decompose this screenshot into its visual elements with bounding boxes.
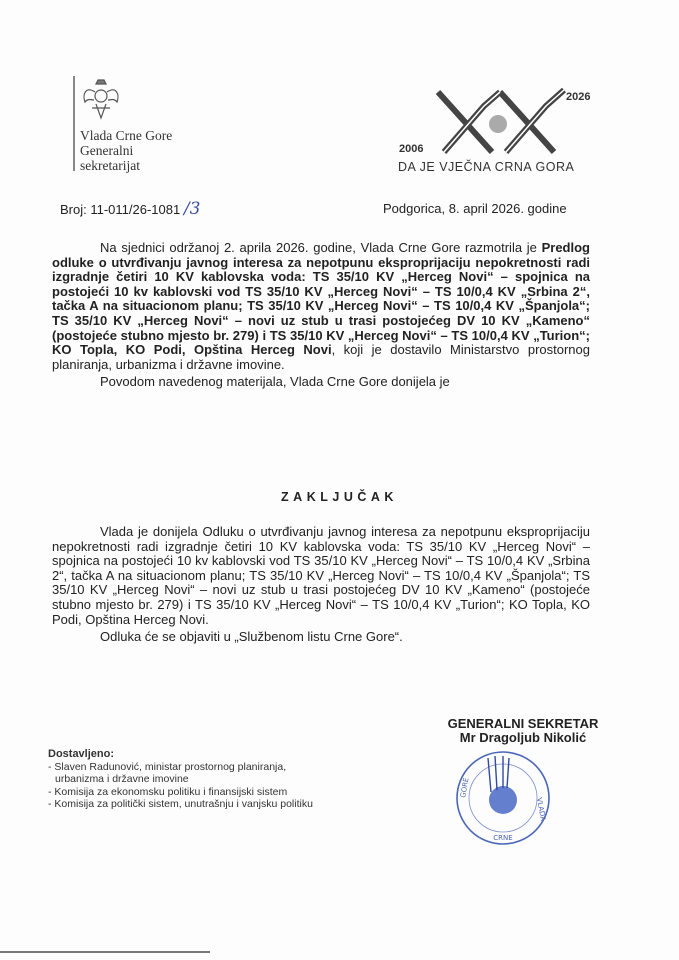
distribution-item: - Komisija za politički sistem, unutrašnju i vanjsku politiku bbox=[48, 798, 313, 811]
place-and-date: Podgorica, 8. april 2026. godine bbox=[383, 201, 567, 216]
svg-text:CRNE: CRNE bbox=[493, 834, 513, 842]
reference-label: Broj: 11-011/26-1081 bbox=[60, 202, 181, 217]
intro-section bbox=[52, 241, 590, 390]
org-line-2: Generalni bbox=[80, 143, 134, 158]
signatory-title: GENERALNI SEKRETAR bbox=[447, 716, 599, 731]
org-line-3: sekretarijat bbox=[80, 158, 140, 173]
conclusion-body: Vlada je donijela Odluku o utvrđivanju javnog interesa za nepotpunu eksproprijaciju nepokretnosti radi izgradnje četiri 10 KV kablovska voda: TS 35/10 KV „Herceg Novi“ – spojnica na postojeći 10 kv kablovski vod TS 35/10 KV „Herceg Novi“ – TS 10/0,4 KV „Srbina 2“, tačka A na situacionom planu; TS 35/10 KV „Herceg Novi“ – TS 10/0,4 KV „Španjola“; TS 35/10 KV „Herceg Novi“ – novi uz stub u trasi postojećeg DV 10 KV „Kameno“ (postojeće stubno mjesto br. 279) i TS 35/10 KV „Herceg Novi“ – TS 10/0,4 KV „Turion“; KO Topla, KO Podi, Opština Herceg Novi. bbox=[52, 524, 590, 627]
distribution-item: - Komisija za ekonomsku politiku i finansijski sistem bbox=[48, 785, 288, 798]
official-stamp-icon bbox=[453, 748, 553, 848]
org-line-1: Vlada Crne Gore bbox=[80, 128, 173, 143]
intro-tail: , koji je dostavilo Ministarstvo prostornog planiranja, urbanizma i državne imovine. bbox=[52, 342, 590, 372]
conclusion-heading: ZAKLJUČAK bbox=[281, 490, 398, 504]
svg-text:GORE: GORE bbox=[459, 777, 471, 799]
jubilee-xx-logo-icon bbox=[430, 88, 570, 156]
jubilee-slogan: DA JE VJEČNA CRNA GORA bbox=[398, 160, 575, 174]
signatory-name: Mr Dragoljub Nikolić bbox=[459, 730, 587, 745]
page-edge-shadow bbox=[0, 951, 210, 953]
letterhead-rule bbox=[73, 76, 75, 171]
intro-followup: Povodom navedenog materijala, Vlada Crne Gore donijela je bbox=[100, 374, 450, 390]
jubilee-year-start: 2006 bbox=[399, 143, 424, 155]
reference-number bbox=[60, 199, 200, 219]
handwritten-suffix: /3 bbox=[183, 199, 201, 219]
distribution-item: - Slaven Radunović, ministar prostornog planiranja, bbox=[48, 760, 287, 773]
montenegro-coat-of-arms-icon bbox=[80, 78, 122, 122]
svg-text:VLADA: VLADA bbox=[535, 796, 548, 822]
distribution-title: Dostavljeno: bbox=[48, 748, 115, 760]
publication-note: Odluka će se objaviti u „Službenom listu Crne Gore“. bbox=[100, 629, 403, 645]
signature-block bbox=[438, 717, 608, 745]
distribution-list bbox=[48, 748, 313, 811]
jubilee-year-end: 2026 bbox=[566, 91, 591, 103]
organization-name bbox=[80, 128, 172, 173]
intro-lead: Na sjednici održanoj 2. aprila 2026. godine, Vlada Crne Gore razmotrila je bbox=[100, 240, 542, 255]
distribution-item-continued: urbanizma i državne imovine bbox=[55, 773, 189, 786]
intro-subject: Predlog odluke o utvrđivanju javnog interesa za nepotpunu eksproprijaciju nepokretnosti radi izgradnje četiri 10 KV kablovska voda: TS 35/10 KV „Herceg Novi“ – spojnica na postojeći 10 kv kablovski vod TS 35/10 KV „Herceg Novi“ – TS 10/0,4 KV „Srbina 2“, tačka A na situacionom planu; TS 35/10 KV „Herceg Novi“ – TS 10/0,4 KV „Španjola“; TS 35/10 KV „Herceg Novi“ – novi uz stub u trasi postojećeg DV 10 KV „Kameno“ (postojeće stubno mjesto br. 279) i TS 35/10 KV „Herceg Novi“ – TS 10/0,4 KV „Turion“; KO Topla, KO Podi, Opština Herceg Novi bbox=[52, 240, 590, 358]
conclusion-section bbox=[52, 525, 590, 645]
intro-paragraph bbox=[52, 241, 590, 372]
